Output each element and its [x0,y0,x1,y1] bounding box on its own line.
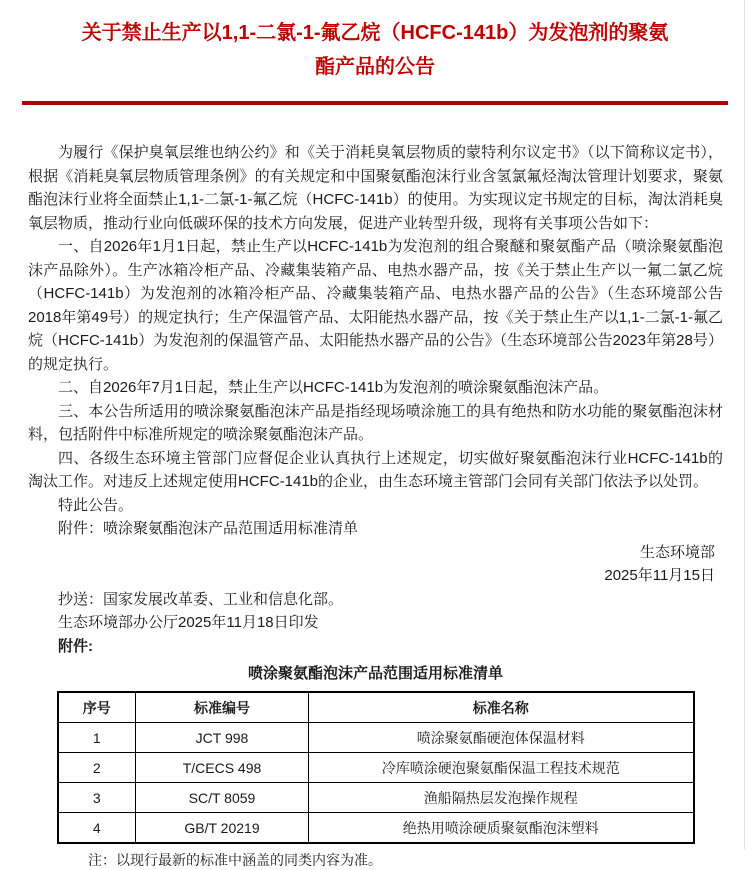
table-row [58,813,694,844]
print-line: 生态环境部办公厅2025年11月18日印发 [58,614,319,631]
attachment-label: 附件: [58,637,93,655]
cell-standard-code: SC/T 8059 [136,783,309,813]
attachment-table-title: 喷涂聚氨酯泡沫产品范围适用标准清单 [247,665,503,682]
paragraph-item-4: 四、各级生态环境主管部门应督促企业认真执行上述规定，切实做好聚氨酯泡沫行业HCFC-141b的淘汰工作。对违反上述规定使用HCFC-141b的企业，由生态环境主管部门会同有关部门依法予以处罚。 [28,449,723,490]
cell-standard-name: 冷库喷涂硬泡聚氨酯保温工程技术规范 [309,753,694,783]
cell-index: 4 [58,813,136,844]
paragraph-item-1: 一、自2026年1月1日起，禁止生产以HCFC-141b为发泡剂的组合聚醚和聚氨酯产品（喷涂聚氨酯泡沫产品除外）。生产冰箱冷柜产品、冷藏集装箱产品、电热水器产品，按《关于禁止生产以一氟二氯乙烷（HCFC-141b）为发泡剂的冰箱冷柜产品、冷藏集装箱产品、电热水器产品的公告》（生态环境部公告2018年第49号）的规定执行；生产保温管产品、太阳能热水器产品，按《关于禁止生产以1,1-二氯-1-氟乙烷（HCFC-141b）为发泡剂的保温管产品、太阳能热水器产品的公告》（生态环境部公告2023年第28号）的规定执行。 [28,238,723,373]
document-body [22,141,728,658]
cc-line: 抄送：国家发展改革委、工业和信息化部。 [58,590,344,608]
issue-date: 2025年11月15日 [604,567,715,584]
col-header-standard-name: 标准名称 [309,692,694,723]
issuer-name: 生态环境部 [639,543,715,561]
red-divider [22,101,728,105]
scrollbar-track-line [744,0,745,849]
paragraph-item-2: 二、自2026年7月1日起，禁止生产以HCFC-141b为发泡剂的喷涂聚氨酯泡沫产品。 [58,379,609,396]
closing-line: 特此公告。 [58,496,134,514]
table-note: 注：以现行最新的标准中涵盖的同类内容为准。 [88,852,382,868]
cell-standard-code: T/CECS 498 [136,753,309,783]
cell-standard-name: 喷涂聚氨酯硬泡体保温材料 [309,723,694,753]
paragraph-intro: 为履行《保护臭氧层维也纳公约》和《关于消耗臭氧层物质的蒙特利尔议定书》（以下简称议定书），根据《消耗臭氧层物质管理条例》的有关规定和中国聚氨酯泡沫行业含氢氯氟烃淘汰管理计划要求，聚氨酯泡沫行业将全面禁止1,1-二氯-1-氟乙烷（HCFC-141b）的使用。为实现议定书规定的目标，淘汰消耗臭氧层物质，推动行业向低碳环保的技术方向发展，促进产业转型升级，现将有关事项公告如下： [28,144,723,232]
cell-standard-name: 渔船隔热层发泡操作规程 [309,783,694,813]
cell-index: 2 [58,753,136,783]
table-row [58,753,694,783]
cell-index: 1 [58,723,136,753]
cell-index: 3 [58,783,136,813]
attachment-section [22,663,728,870]
table-row [58,723,694,753]
cell-standard-code: JCT 998 [136,723,309,753]
paragraph-item-3: 三、本公告所适用的喷涂聚氨酯泡沫产品是指经现场喷涂施工的具有绝热和防水功能的聚氨酯泡沫材料，包括附件中标准所规定的喷涂聚氨酯泡沫产品。 [28,402,723,443]
attachment-reference-line: 附件：喷涂聚氨酯泡沫产品范围适用标准清单 [58,520,359,537]
col-header-standard-code: 标准编号 [136,692,309,723]
cell-standard-code: GB/T 20219 [136,813,309,844]
table-row [58,783,694,813]
standards-table [57,691,695,844]
page-title: 关于禁止生产以1,1-二氯-1-氟乙烷（HCFC-141b）为发泡剂的聚氨酯产品的公告 [81,22,669,78]
col-header-index: 序号 [58,692,136,723]
cell-standard-name: 绝热用喷涂硬质聚氨酯泡沫塑料 [309,813,694,844]
table-header-row [58,692,694,723]
